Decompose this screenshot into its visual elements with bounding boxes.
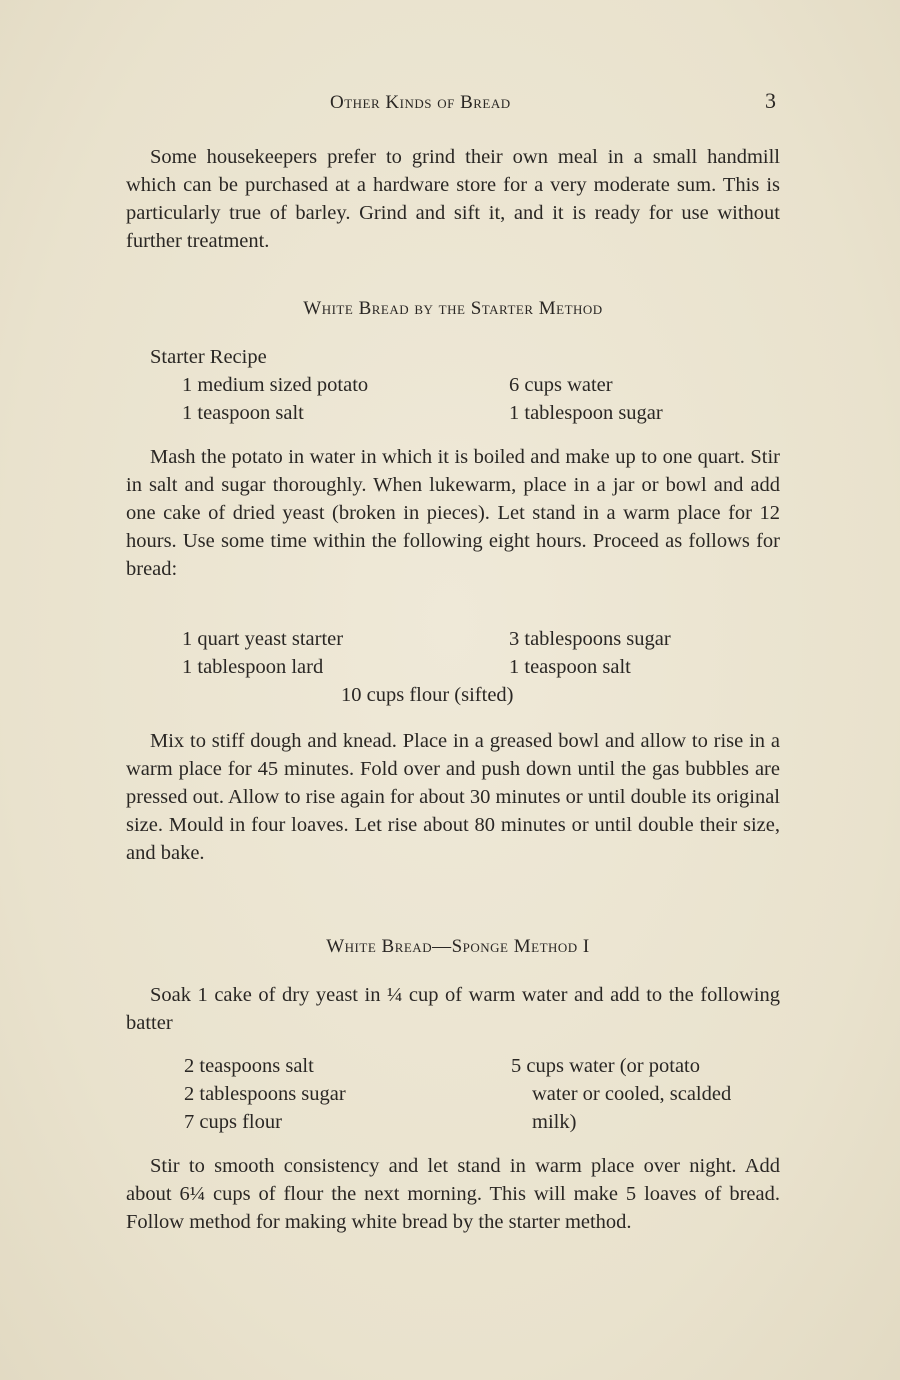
sponge-ingredient: water or cooled, scalded [532,1083,732,1105]
page-header [0,88,900,120]
section-heading-starter-method: White Bread by the Starter Method [303,298,603,319]
sponge-method-paragraph: Stir to smooth consistency and let stand in warm place over night. Add about 6¼ cups of flour the next morning. This will make 5 loaves of bread. Follow method for making white bread by the starter method. [126,1155,780,1233]
sponge-ingredient: 2 tablespoons sugar [184,1083,346,1105]
bread-ingredient: 1 tablespoon lard [182,656,324,678]
starter-ingredient: 6 cups water [509,374,613,396]
intro-paragraph: Some housekeepers prefer to grind their own meal in a small handmill which can be purchased at a hardware store for a very moderate sum. This is particularly true of barley. Grind and sift it, and it is ready for use without further treatment. [126,146,780,252]
page-number: 3 [765,88,776,113]
starter-recipe-title: Starter Recipe [150,346,267,368]
starter-ingredient: 1 tablespoon sugar [509,402,663,424]
bread-ingredient: 1 quart yeast starter [182,628,344,650]
kneading-paragraph: Mix to stiff dough and knead. Place in a greased bowl and allow to rise in a warm place for 45 minutes. Fold over and push down until the gas bubbles are pressed out. Allow to rise again for about 30 minutes or until double its original size. Mould in four loaves. Let rise about 80 minutes or until double their size, and bake. [126,730,780,864]
starter-ingredient: 1 teaspoon salt [182,402,304,424]
sponge-ingredient: 5 cups water (or potato [511,1055,700,1077]
bread-ingredient: 3 tablespoons sugar [509,628,671,650]
sponge-intro-paragraph: Soak 1 cake of dry yeast in ¼ cup of warm water and add to the following batter [126,984,780,1034]
section-heading-sponge-method: White Bread—Sponge Method I [326,936,590,957]
starter-method-paragraph: Mash the potato in water in which it is boiled and make up to one quart. Stir in salt and sugar thoroughly. When lukewarm, place in a jar or bowl and add one cake of dried yeast (broken in pieces). Let stand in a warm place for 12 hours. Use some time within the following eight hours. Proceed as follows for bread: [126,446,780,580]
running-title: Other Kinds of Bread [330,92,511,113]
sponge-ingredient: milk) [532,1111,577,1133]
bread-ingredient: 1 teaspoon salt [509,656,631,678]
sponge-ingredient: 7 cups flour [184,1111,282,1133]
starter-ingredient: 1 medium sized potato [182,374,369,396]
bread-ingredient: 10 cups flour (sifted) [341,684,514,706]
sponge-ingredient: 2 teaspoons salt [184,1055,314,1077]
